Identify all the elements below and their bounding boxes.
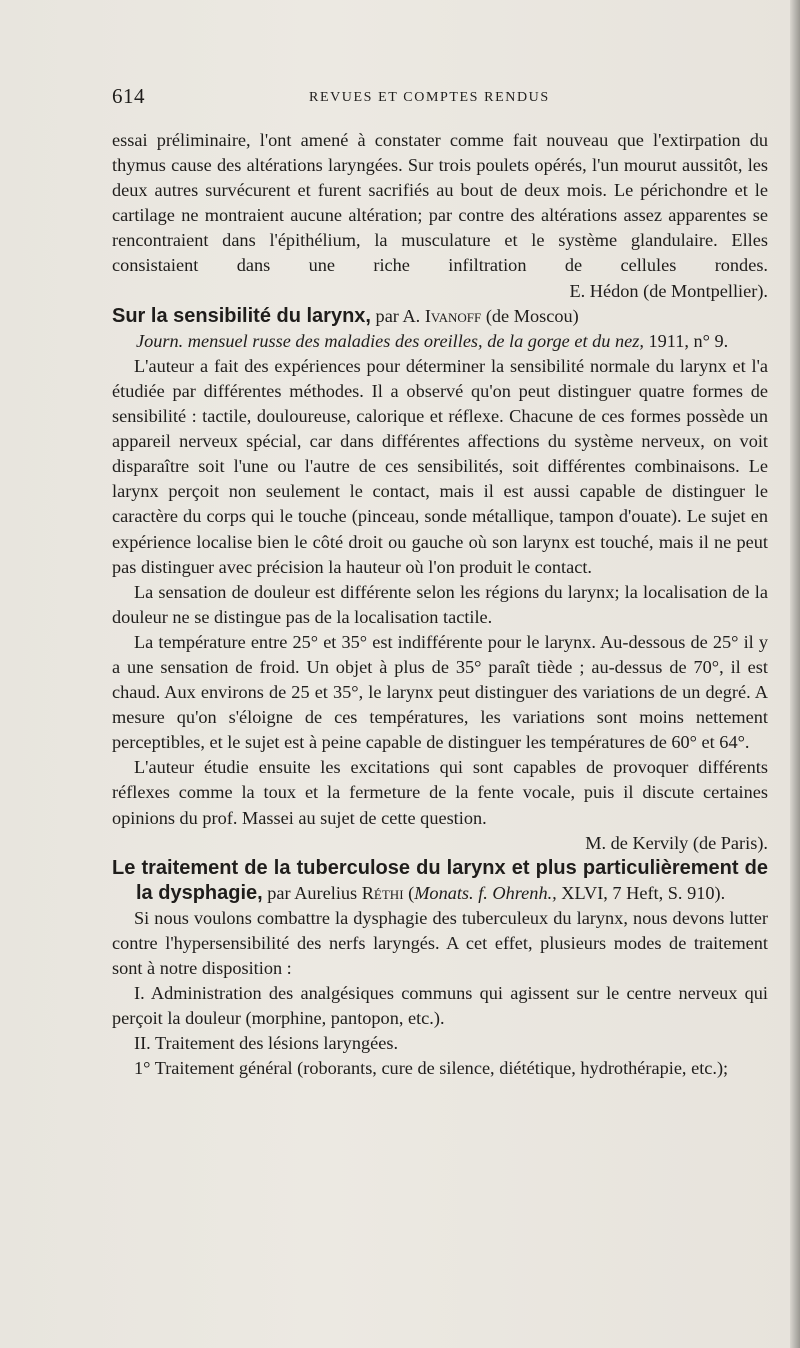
journal-issue: 1911, n° 9. <box>643 330 729 351</box>
paragraph: La température entre 25° et 35° est indifférente pour le larynx. Au-dessous de 25° il y a une sensation de froid. Un objet à plus de 35° paraît tiède ; au-dessus de 70°, il est chaud. Aux environs de 25 et 35°, le larynx peut distinguer des variations de un degré. A mesure qu'on s'éloigne de ces températures, les variations sont moins nettement perceptibles, et le sujet est à peine capable de distinguer les températures de 60° et 64°. <box>112 631 768 753</box>
page-header <box>112 84 770 112</box>
paragraph: La sensation de douleur est différente selon les régions du larynx; la localisation de la douleur ne se distingue pas de la localisation tactile. <box>112 581 768 627</box>
journal-reference: Monats. f. Ohrenh., <box>414 882 557 903</box>
paragraph: II. Traitement des lésions laryngées. <box>134 1033 399 1054</box>
author-name: Ivanoff <box>424 305 482 326</box>
article-heading-tuberculose <box>112 856 768 906</box>
page-body <box>112 128 768 1082</box>
paragraph: I. Administration des analgésiques communs qui agissent sur le centre nerveux qui perçoit la douleur (morphine, pantopon, etc.). <box>112 983 768 1029</box>
paragraph: L'auteur a fait des expériences pour déterminer la sensibilité normale du larynx et l'a étudiée par différentes méthodes. Il a observé qu'on peut distinguer quatre formes de sensibilité : tactile, douloureuse, calorique et réflexe. Chacune de ces formes possède un appareil nerveux spécial, car dans différentes affections du système nerveux, on voit disparaître soit l'une ou l'autre de ces sensibilités, soit différentes combinaisons. Le larynx perçoit non seulement le contact, mais il est aussi capable de distinguer le caractère du corps qui le touche (pinceau, sonde métallique, tampon d'ouate). Le sujet en expérience localise bien le côté droit ou gauche où son larynx est touché, mais il ne peut pas distinguer avec précision la hauteur où l'on produit le contact. <box>112 355 768 577</box>
author-name: Réthi <box>361 882 404 903</box>
signature-hedon: E. Hédon (de Montpellier). <box>569 280 768 301</box>
journal-reference: Journ. mensuel russe des maladies des oreilles, de la gorge et du nez, <box>136 330 644 351</box>
paragraph: 1° Traitement général (roborants, cure de silence, diététique, hydrothérapie, etc.); <box>134 1058 729 1079</box>
article-title: Sur la sensibilité du larynx, <box>112 304 371 327</box>
byline-par: par Aurelius <box>262 882 362 903</box>
page-number: 614 <box>112 84 145 108</box>
signature-kervily: M. de Kervily (de Paris). <box>585 832 768 853</box>
article-title: Le traitement de la tuberculose du larynx et plus particulièrement de la dysphagie, <box>112 856 768 904</box>
author-origin: (de Moscou) <box>481 305 579 326</box>
page-edge <box>790 0 800 1348</box>
paragraph-continuation: essai préliminaire, l'ont amené à constater comme fait nouveau que l'extirpation du thymus cause des altérations laryngées. Sur trois poulets opérés, l'un mourut aussitôt, les deux autres survécurent et furent sacrifiés au bout de deux mois. Le périchondre et le cartilage ne montraient aucune altération; par contre des altérations assez apparentes se rencontraient dans l'épithélium, la musculature et le système glandulaire. Elles consistaient dans une riche infiltration de cellules rondes. <box>112 130 768 276</box>
running-title: REVUES ET COMPTES RENDUS <box>309 90 550 105</box>
paragraph: Si nous voulons combattre la dysphagie des tuberculeux du larynx, nous devons lutter contre l'hypersensibilité des nerfs laryngés. A cet effet, plusieurs modes de traitement sont à notre disposition : <box>112 907 768 979</box>
byline-par: par A. <box>370 305 425 326</box>
paragraph: L'auteur étudie ensuite les excitations qui sont capables de provoquer différents réflexes comme la toux et la fermeture de la fente vocale, puis il discute certaines opinions du prof. Massei au sujet de cette question. <box>112 757 768 828</box>
article-heading-sensibilite <box>112 304 768 354</box>
source-open: ( <box>403 882 415 903</box>
journal-issue: XLVI, 7 Heft, S. 910). <box>556 882 726 903</box>
